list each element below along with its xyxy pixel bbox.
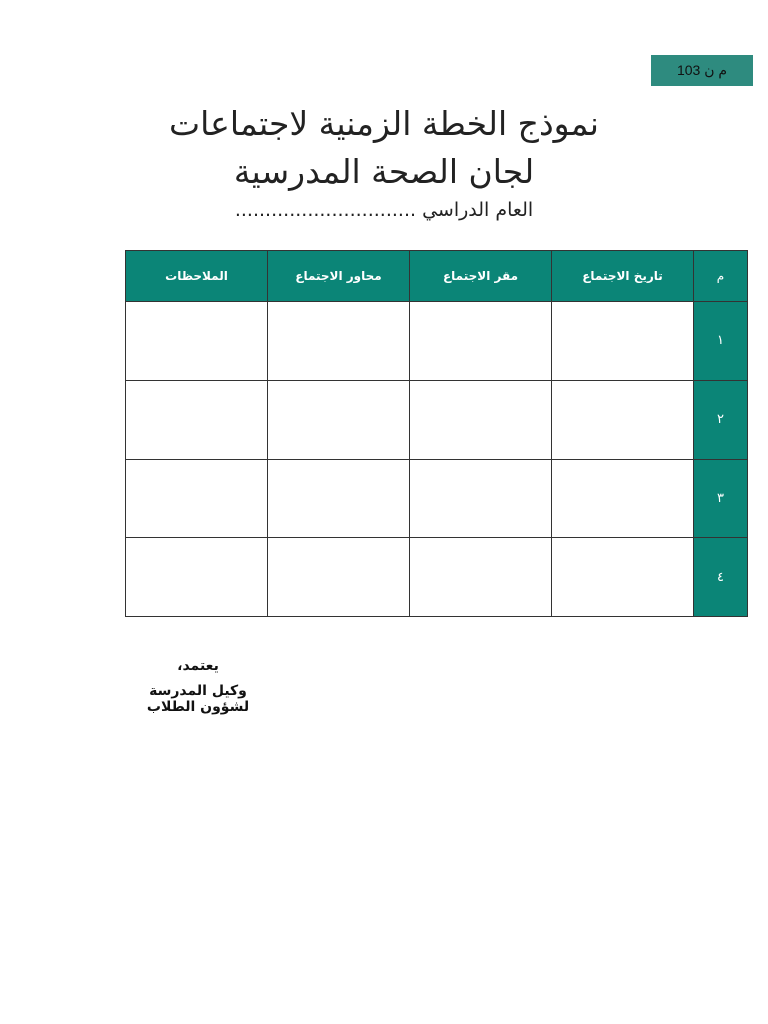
- cell-meeting-place[interactable]: [410, 380, 552, 459]
- row-number: ٣: [694, 459, 748, 538]
- header-meeting-topics: محاور الاجتماع: [268, 251, 410, 302]
- header-number: م: [694, 251, 748, 302]
- cell-notes[interactable]: [126, 302, 268, 381]
- cell-meeting-topics[interactable]: [268, 302, 410, 381]
- cell-meeting-date[interactable]: [552, 459, 694, 538]
- cell-notes[interactable]: [126, 380, 268, 459]
- header-meeting-date: تاريخ الاجتماع: [552, 251, 694, 302]
- row-number: ١: [694, 302, 748, 381]
- approval-label: يعتمد،: [177, 658, 219, 674]
- header-notes: الملاحظات: [126, 251, 268, 302]
- title-line-1: نموذج الخطة الزمنية لاجتماعات: [169, 104, 599, 143]
- title-line-2: لجان الصحة المدرسية: [233, 152, 535, 191]
- academic-year-line: العام الدراسي ..............................: [234, 199, 534, 221]
- cell-meeting-date[interactable]: [552, 302, 694, 381]
- page-title: [100, 100, 668, 196]
- cell-meeting-place[interactable]: [410, 538, 552, 617]
- row-number: ٢: [694, 380, 748, 459]
- form-code-badge: م ن 103: [651, 55, 753, 86]
- cell-notes[interactable]: [126, 538, 268, 617]
- signatory-role-line-1: وكيل المدرسة: [149, 683, 247, 699]
- table-row: [126, 380, 748, 459]
- cell-meeting-date[interactable]: [552, 538, 694, 617]
- cell-meeting-topics[interactable]: [268, 459, 410, 538]
- signatory-role-line-2: لشؤون الطلاب: [146, 699, 250, 715]
- signature-block: [118, 657, 278, 715]
- meeting-plan-table: [125, 250, 748, 617]
- cell-meeting-topics[interactable]: [268, 380, 410, 459]
- table-row: [126, 538, 748, 617]
- cell-meeting-place[interactable]: [410, 302, 552, 381]
- cell-notes[interactable]: [126, 459, 268, 538]
- table-row: [126, 459, 748, 538]
- cell-meeting-topics[interactable]: [268, 538, 410, 617]
- cell-meeting-date[interactable]: [552, 380, 694, 459]
- header-meeting-place: مقر الاجتماع: [410, 251, 552, 302]
- table-header-row: [126, 251, 748, 302]
- cell-meeting-place[interactable]: [410, 459, 552, 538]
- table-row: [126, 302, 748, 381]
- row-number: ٤: [694, 538, 748, 617]
